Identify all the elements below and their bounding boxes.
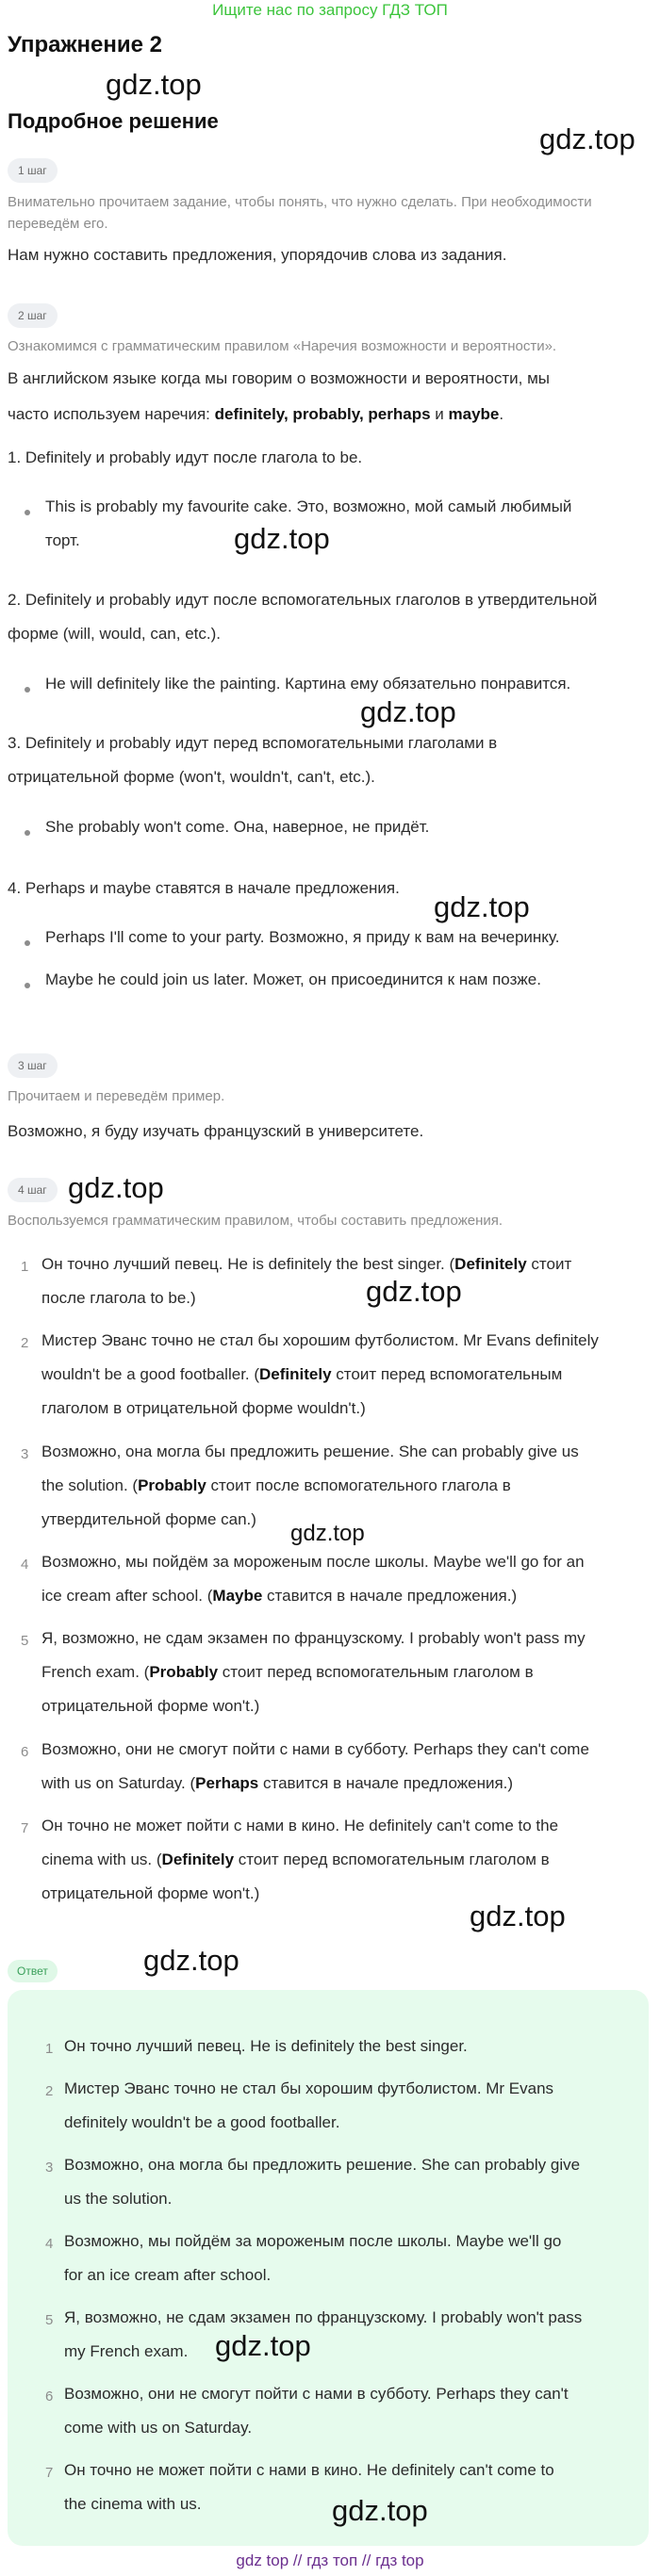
rule-3: 3. Definitely и probably идут перед вспомогательными глаголами в [8,734,498,752]
list-number: 6 [45,2389,54,2405]
rule-2: 2. Definitely и probably идут после вспомогательных глаголов в утвердительной [8,591,598,609]
answer-item-cont: the cinema with us. [64,2495,202,2513]
solution-item: Мистер Эванс точно не стал бы хорошим футболистом. Mr Evans definitely [41,1331,599,1349]
list-number: 7 [45,2465,54,2481]
list-number: 2 [21,1335,29,1351]
solution-item: Возможно, мы пойдём за мороженым после школы. Maybe we'll go for an [41,1553,585,1571]
solution-item-cont: the solution. (Probably стоит после вспомогательного глагола в [41,1476,511,1494]
step-1-text: Нам нужно составить предложения, упорядочив слова из задания. [8,246,507,264]
rule-1-example: This is probably my favourite cake. Это, возможно, мой самый любимый [45,497,572,515]
list-number: 6 [21,1744,29,1760]
step-4-hint: Воспользуемся грамматическим правилом, чтобы составить предложения. [8,1213,503,1229]
rule-3-cont: отрицательной форме (won't, wouldn't, can't, etc.). [8,768,375,786]
answer-badge: Ответ [8,1960,58,1982]
answer-item: Он точно лучший певец. He is definitely the best singer. [64,2037,468,2055]
solution-item-cont: после глагола to be.) [41,1289,196,1307]
watermark: gdz.top [434,890,530,923]
watermark: gdz.top [215,2329,311,2362]
list-number: 5 [21,1633,29,1649]
solution-item-cont: отрицательной форме won't.) [41,1884,260,1902]
answer-item: Возможно, она могла бы предложить решение. She can probably give [64,2156,581,2174]
watermark: gdz.top [290,1521,365,1546]
solution-item: Возможно, они не смогут пойти с нами в субботу. Perhaps they can't come [41,1740,589,1758]
step-badge-1: 1 шаг [8,158,58,183]
solution-item-cont: глаголом в отрицательной форме wouldn't.) [41,1399,366,1417]
step-badge-3: 3 шаг [8,1053,58,1078]
watermark: gdz.top [234,522,330,555]
solution-item-cont: утвердительной форме can.) [41,1510,256,1528]
answer-item-cont: my French exam. [64,2342,189,2360]
step-2-intro: В английском языке когда мы говорим о возможности и вероятности, мы [8,369,550,387]
list-number: 4 [45,2236,54,2252]
answer-item: Возможно, они не смогут пойти с нами в субботу. Perhaps they can't [64,2385,569,2403]
rule-4: 4. Perhaps и maybe ставятся в начале предложения. [8,879,400,897]
page-title: Упражнение 2 [8,32,162,57]
solution-item-cont: with us on Saturday. (Perhaps ставится в начале предложения.) [41,1774,514,1792]
answer-item-cont: for an ice cream after school. [64,2266,272,2284]
rule-1-example-cont: торт. [45,531,80,549]
bullet-dot [25,510,30,515]
list-number: 1 [21,1259,29,1275]
step-badge-4: 4 шаг [8,1178,58,1202]
solution-item-cont: French exam. (Probably стоит перед вспомогательным глаголом в [41,1663,534,1681]
solution-item-cont: wouldn't be a good footballer. (Definitely стоит перед вспомогательным [41,1365,563,1383]
list-number: 3 [21,1446,29,1462]
watermark: gdz.top [470,1899,566,1932]
solution-heading: Подробное решение [8,109,219,133]
list-number: 1 [45,2041,54,2057]
solution-item: Возможно, она могла бы предложить решение. She can probably give us [41,1443,579,1460]
answer-item: Возможно, мы пойдём за мороженым после школы. Maybe we'll go [64,2232,562,2250]
rule-4-example-2: Maybe he could join us later. Может, он присоединится к нам позже. [45,970,541,988]
watermark: gdz.top [332,2494,428,2527]
list-number: 2 [45,2083,54,2099]
answer-item-cont: definitely wouldn't be a good footballer. [64,2113,340,2131]
answer-item: Я, возможно, не сдам экзамен по французскому. I probably won't pass [64,2308,583,2326]
list-number: 7 [21,1820,29,1836]
rule-2-example: He will definitely like the painting. Картина ему обязательно понравится. [45,675,571,693]
rule-2-cont: форме (will, would, can, etc.). [8,625,221,643]
step-1-hint: Внимательно прочитаем задание, чтобы понять, что нужно сделать. При необходимости переведём его. [8,194,592,232]
answer-item: Мистер Эванс точно не стал бы хорошим футболистом. Mr Evans [64,2079,554,2097]
rule-4-example-1: Perhaps I'll come to your party. Возможно, я приду к вам на вечеринку. [45,928,560,946]
step-2-intro-adverbs: часто используем наречия: definitely, probably, perhaps и maybe. [8,405,504,423]
answer-item: Он точно не может пойти с нами в кино. He definitely can't come to [64,2461,554,2479]
watermark: gdz.top [366,1275,462,1308]
step-3-text: Возможно, я буду изучать французский в университете. [8,1122,424,1140]
bullet-dot [25,940,30,946]
step-2-hint: Ознакомимся с грамматическим правилом «Наречия возможности и вероятности». [8,338,557,354]
solution-item-cont: отрицательной форме won't.) [41,1697,260,1715]
solution-item-cont: cinema with us. (Definitely стоит перед вспомогательным глаголом в [41,1850,550,1868]
bullet-dot [25,830,30,836]
rule-3-example: She probably won't come. Она, наверное, не придёт. [45,818,430,836]
search-banner[interactable]: Ищите нас по запросу ГДЗ ТОП [212,1,448,19]
footer-links[interactable]: gdz top // гдз топ // гдз top [236,2552,424,2569]
bullet-dot [25,983,30,988]
bullet-dot [25,687,30,693]
list-number: 3 [45,2160,54,2176]
solution-item: Я, возможно, не сдам экзамен по французскому. I probably won't pass my [41,1629,586,1647]
step-3-hint: Прочитаем и переведём пример. [8,1088,225,1104]
rule-1: 1. Definitely и probably идут после глагола to be. [8,448,363,466]
watermark: gdz.top [106,68,202,101]
list-number: 5 [45,2312,54,2328]
solution-item: Он точно не может пойти с нами в кино. He definitely can't come to the [41,1817,559,1834]
list-number: 4 [21,1557,29,1573]
solution-item: Он точно лучший певец. He is definitely the best singer. (Definitely стоит [41,1255,572,1273]
answer-item-cont: us the solution. [64,2190,173,2208]
watermark: gdz.top [143,1944,239,1977]
watermark: gdz.top [539,122,635,155]
answer-item-cont: come with us on Saturday. [64,2419,253,2437]
watermark: gdz.top [68,1171,164,1204]
step-badge-2: 2 шаг [8,303,58,328]
watermark: gdz.top [360,695,456,728]
solution-item-cont: ice cream after school. (Maybe ставится в начале предложения.) [41,1587,518,1605]
